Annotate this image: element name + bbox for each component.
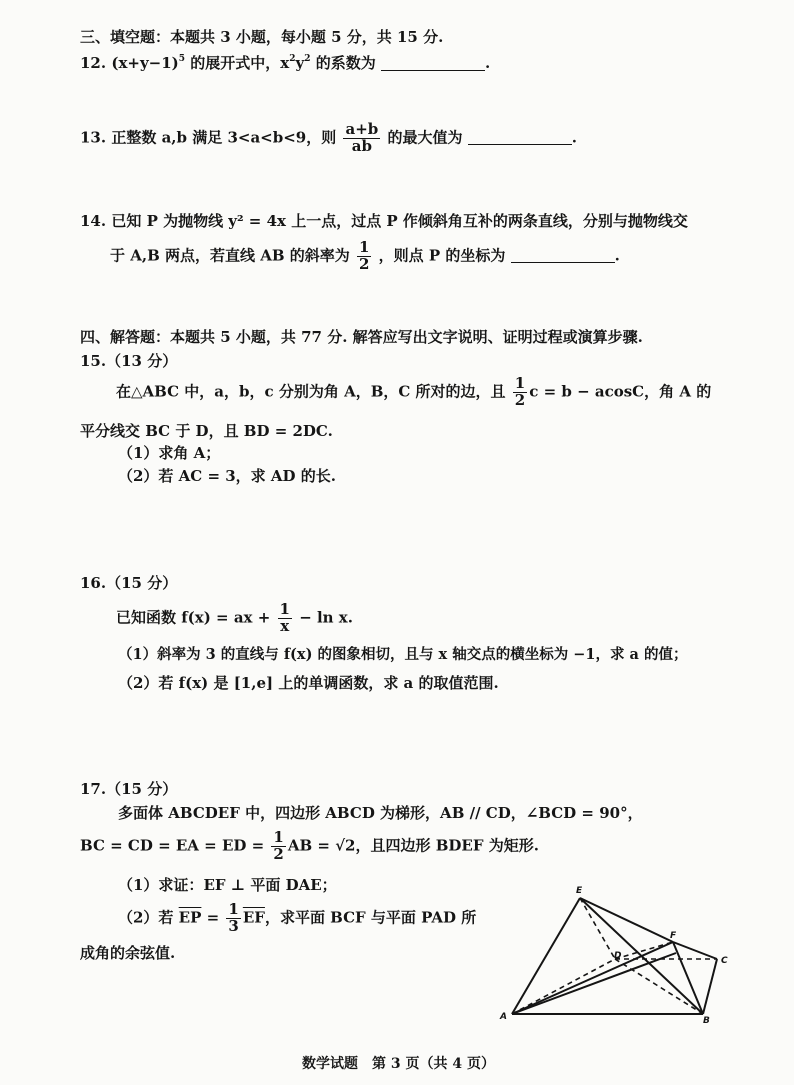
q16-line-1-pre: 已知函数 f(x) = ax + [116, 608, 271, 627]
q15-number: 15.（13 分） [80, 352, 178, 370]
q15-fraction [513, 376, 527, 409]
edge-db-hidden [615, 959, 703, 1014]
question-12 [80, 54, 490, 72]
q12-text: 的系数为 [310, 54, 376, 72]
q15-fraction-numerator: 1 [514, 374, 526, 392]
q16-fraction [278, 602, 292, 635]
q12-answer-blank[interactable] [381, 55, 485, 71]
q14-slope-fraction [357, 240, 371, 273]
q14-line-1: 已知 P 为抛物线 y² = 4x 上一点，过点 P 作倾斜角互补的两条直线，分别与抛物线交 [111, 212, 688, 230]
label-b: B [703, 1016, 710, 1025]
q14-line-2-post: ，则点 P 的坐标为 [378, 246, 506, 265]
q14-fraction-denominator: 2 [358, 254, 370, 273]
q13-number: 13. [80, 128, 107, 147]
q13-text: 的最大值为 [387, 128, 463, 147]
question-17-line-2 [80, 830, 539, 863]
q12-y: y [295, 54, 305, 72]
q12-x-exponent: 2 [289, 54, 296, 64]
q17-sub-3: 成角的余弦值. [80, 944, 176, 962]
edge-ef [580, 898, 673, 942]
label-a: A [500, 1012, 507, 1022]
polyhedron-figure [490, 880, 750, 1025]
q16-sub-2: （2）若 f(x) 是 [1,e] 上的单调函数，求 a 的取值范围. [118, 674, 499, 692]
q16-line-1-post: − ln x. [299, 608, 353, 627]
q12-number: 12. [80, 54, 107, 72]
q16-number: 16.（15 分） [80, 574, 178, 592]
q13-period: . [571, 128, 577, 147]
question-14-line-1 [80, 212, 688, 230]
q17-fraction [271, 830, 285, 863]
q15-line-2: 平分线交 BC 于 D，且 BD = 2DC. [80, 422, 333, 440]
q12-y-exponent: 2 [304, 54, 311, 64]
q17-sub-2-pre: （2）若 [118, 908, 179, 927]
question-15-line-1 [116, 376, 711, 409]
question-13 [80, 122, 577, 155]
q12-period: . [484, 54, 491, 72]
q16-fraction-denominator: x [280, 616, 290, 635]
q17-sub-2-post: ，求平面 BCF 与平面 PAD 所 [264, 908, 477, 927]
label-e: E [576, 886, 583, 896]
q15-line-1-post: c = b − acosC，角 A 的 [529, 382, 712, 401]
q17-vector-ep: $\overline{EP}$ [178, 908, 202, 927]
q17-number: 17.（15 分） [80, 780, 178, 798]
label-d: D [614, 951, 622, 961]
q12-exponent: 5 [178, 54, 186, 64]
q17-fraction-2 [226, 902, 240, 935]
q15-line-1-pre: 在△ABC 中，a，b，c 分别为角 A，B，C 所对的边，且 [116, 382, 506, 401]
q14-fraction-numerator: 1 [358, 238, 370, 256]
q17-fraction-2-denominator: 3 [228, 916, 239, 935]
section-3-heading: 三、填空题：本题共 3 小题，每小题 5 分，共 15 分. [80, 28, 444, 46]
q14-number: 14. [80, 212, 107, 230]
q17-fraction-2-numerator: 1 [228, 900, 239, 918]
q14-line-2-pre: 于 A,B 两点，若直线 AB 的斜率为 [110, 246, 350, 265]
label-c: C [721, 956, 728, 966]
q12-term: 的展开式中，x [185, 54, 290, 72]
q17-line-2-post: AB = √2，且四边形 BDEF 为矩形. [287, 836, 539, 855]
q17-fraction-denominator: 2 [273, 844, 284, 863]
q17-fraction-numerator: 1 [273, 828, 284, 846]
edge-cb [703, 959, 717, 1014]
section-4-heading: 四、解答题：本题共 5 小题，共 77 分. 解答应写出文字说明、证明过程或演算步骤. [80, 328, 643, 346]
edge-ap [512, 953, 676, 1014]
q14-period: . [614, 246, 620, 265]
q13-fraction-denominator: ab [351, 136, 372, 155]
label-f: F [670, 931, 677, 941]
q15-sub-2: （2）若 AC = 3，求 AD 的长. [118, 467, 336, 485]
q13-fraction-numerator: a+b [345, 120, 379, 138]
q15-sub-1: （1）求角 A； [118, 444, 221, 462]
question-14-line-2 [110, 240, 620, 273]
q16-fraction-numerator: 1 [279, 600, 290, 618]
page-footer: 数学试题 第 3 页（共 4 页） [302, 1056, 495, 1072]
q14-answer-blank[interactable] [511, 247, 615, 263]
q16-sub-1: （1）斜率为 3 的直线与 f(x) 的图象相切，且与 x 轴交点的横坐标为 −1，求 a 的值； [118, 646, 688, 663]
question-16-line-1 [116, 602, 353, 635]
q13-answer-blank[interactable] [468, 129, 572, 145]
q13-condition: 正整数 a,b 满足 3<a<b<9，则 [111, 128, 337, 147]
q17-vector-ef: $\overline{EF}$ [242, 908, 265, 927]
q17-equals: = [201, 908, 225, 927]
q12-binomial: (x+y−1) [111, 54, 179, 72]
q13-fraction [343, 122, 380, 155]
q17-line-2-pre: BC = CD = EA = ED = [80, 836, 265, 855]
edge-af [512, 942, 673, 1014]
q17-sub-1: （1）求证：EF ⊥ 平面 DAE； [118, 876, 337, 894]
question-17-sub-2 [118, 902, 476, 935]
q15-fraction-denominator: 2 [514, 390, 526, 409]
q17-line-1: 多面体 ABCDEF 中，四边形 ABCD 为梯形，AB // CD，∠BCD = 90°， [118, 804, 643, 822]
